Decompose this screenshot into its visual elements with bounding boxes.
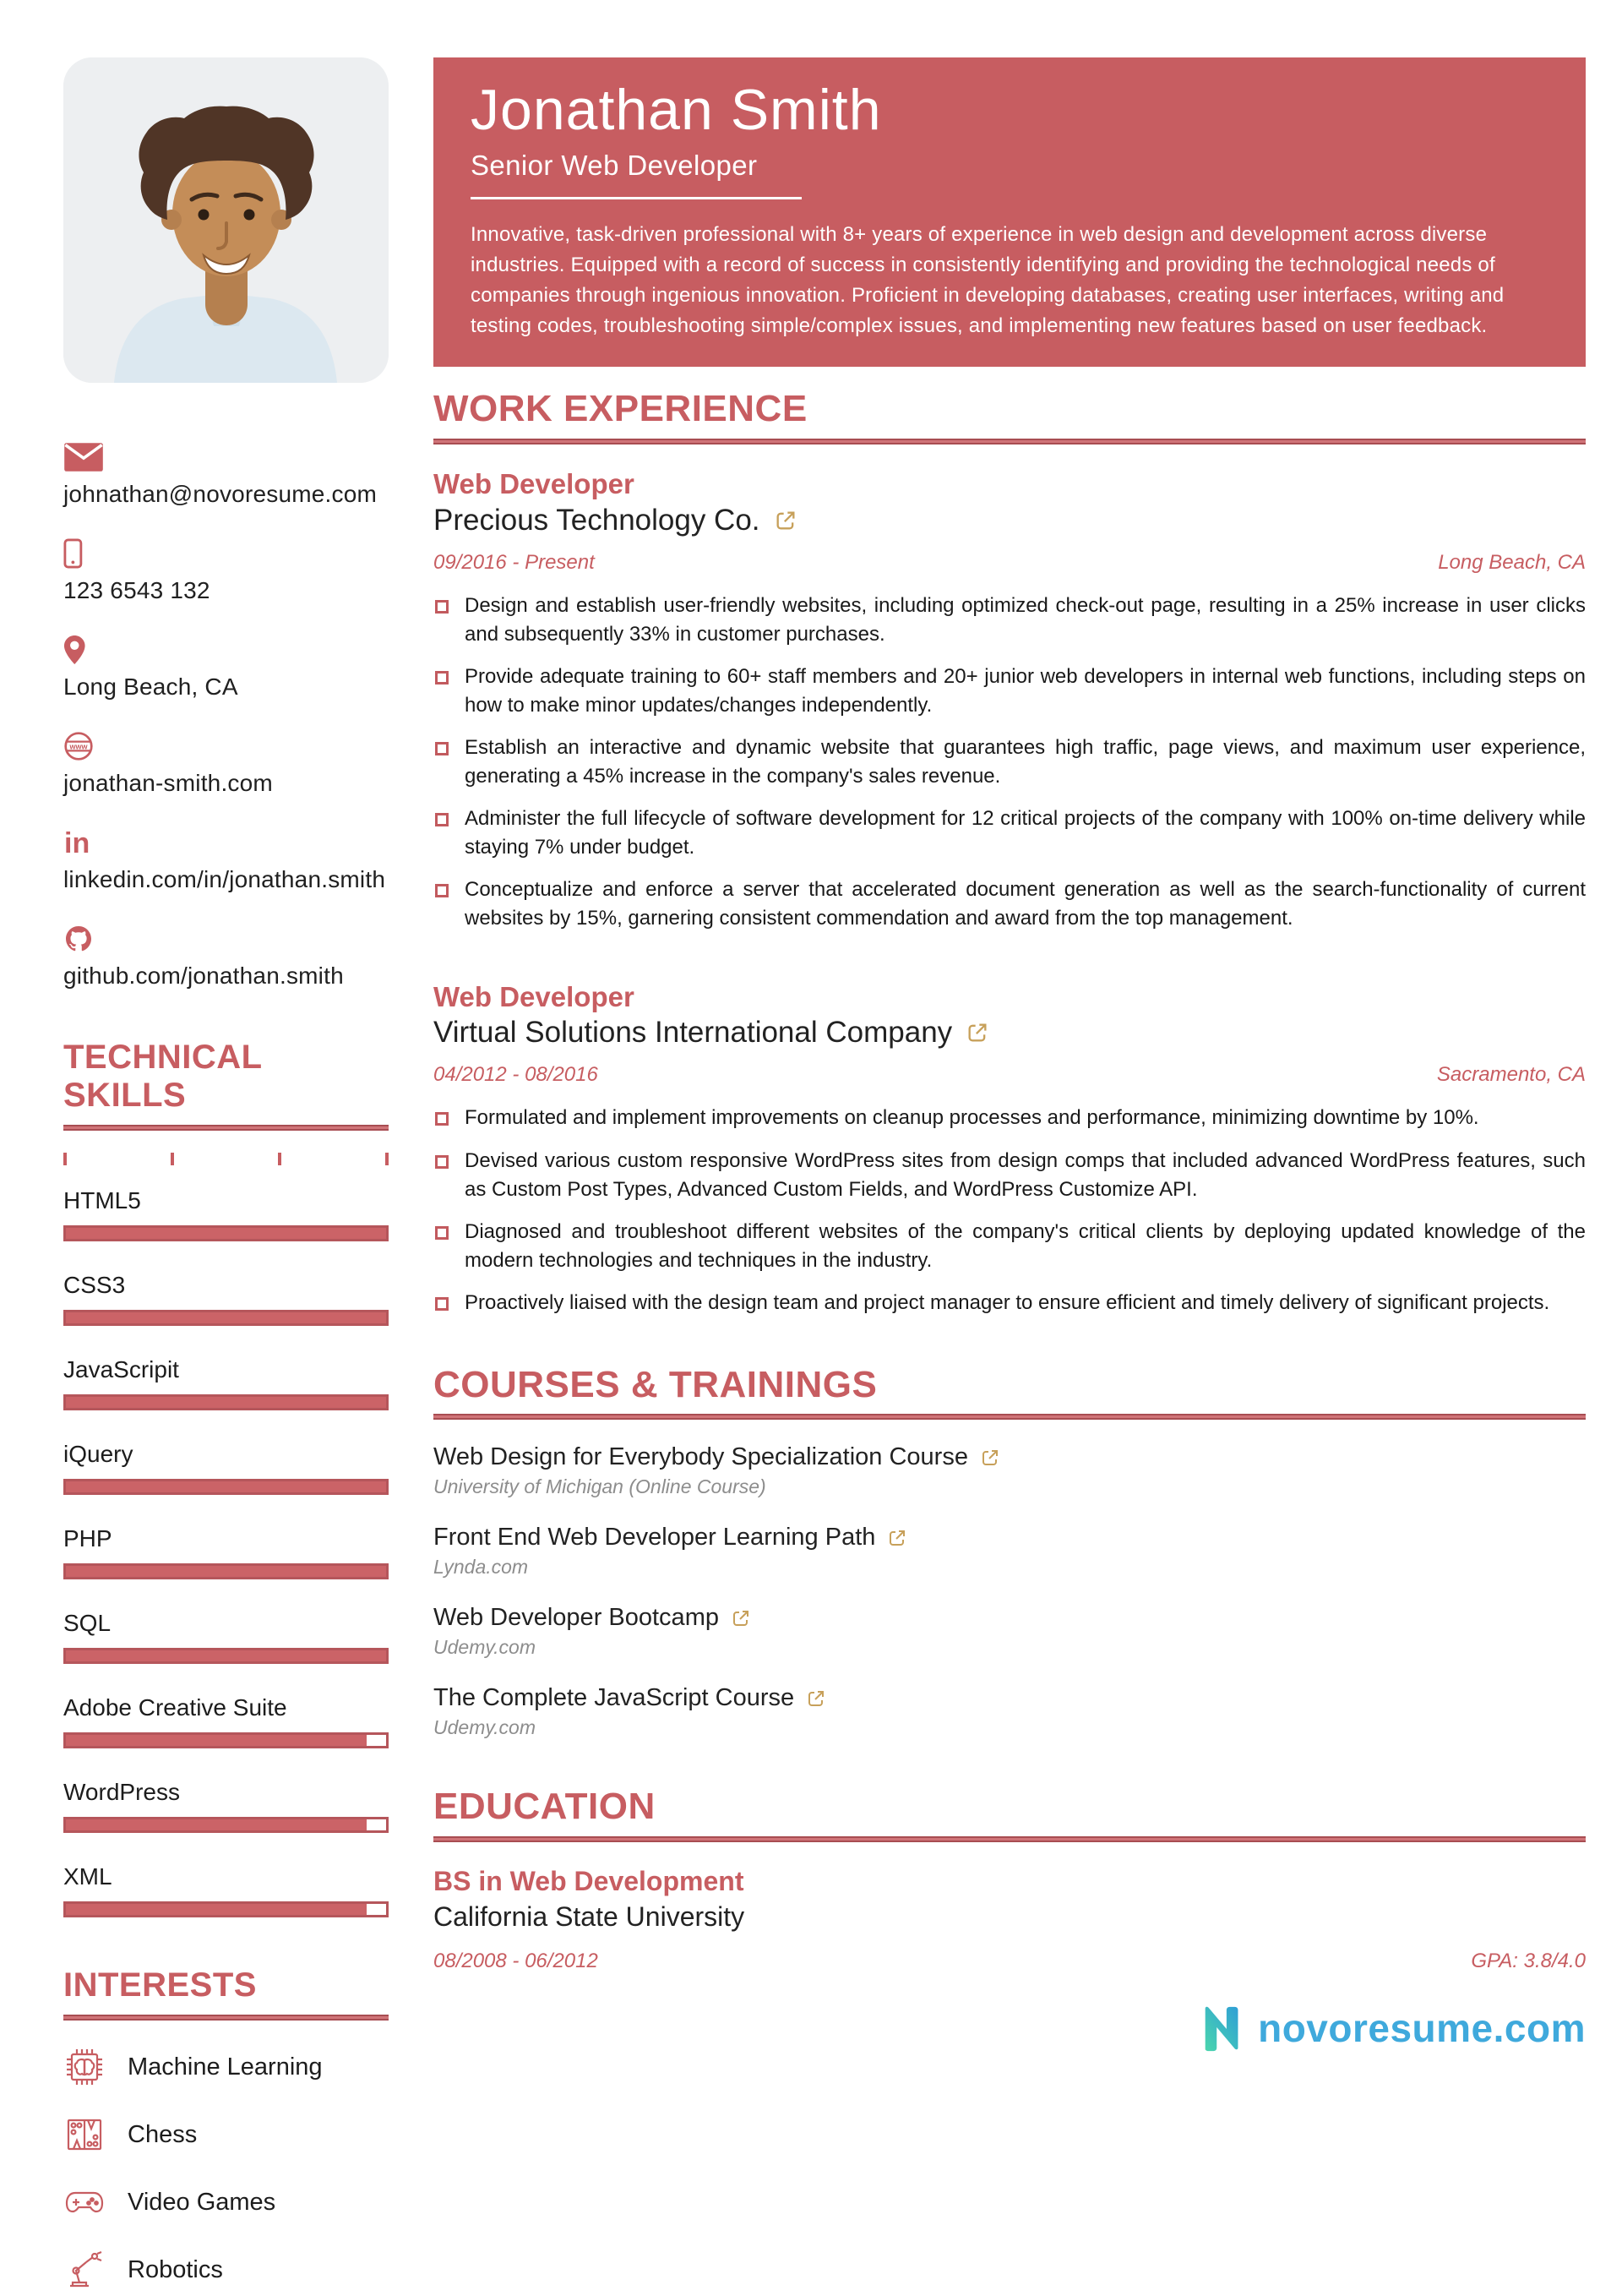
skill-bar <box>63 1563 389 1579</box>
courses-section <box>433 1365 1586 1739</box>
phone-icon <box>63 538 389 570</box>
tick-mark <box>278 1153 281 1165</box>
work-experience-title: WORK EXPERIENCE <box>433 388 808 430</box>
skill-bar <box>63 1817 389 1833</box>
work-experience-section <box>433 389 1586 1317</box>
interests-list <box>63 2046 389 2291</box>
course-item <box>433 1524 1586 1579</box>
skill-item <box>63 1441 389 1495</box>
svg-text:in: in <box>64 827 90 858</box>
job-bullets <box>433 592 1586 934</box>
skill-item <box>63 1356 389 1410</box>
work-experience-rule <box>433 439 1586 444</box>
job-bullet: Proactively liaised with the design team and project manager to ensure efficient and timely delivery of significant projects. <box>433 1289 1586 1317</box>
robotics-icon <box>63 2249 106 2291</box>
course-row <box>433 1684 1586 1712</box>
contact-github[interactable]: github.com/jonathan.smith <box>63 963 344 989</box>
education-meta <box>433 1950 1586 1973</box>
course-row <box>433 1524 1586 1552</box>
job-role: Web Developer <box>433 980 634 1012</box>
skill-item <box>63 1610 389 1664</box>
interest-item <box>63 2181 389 2223</box>
skills-heading-rule <box>63 1125 389 1131</box>
tick-mark <box>385 1153 389 1165</box>
skill-bar-fill <box>66 1397 386 1408</box>
contact-item-website <box>63 731 389 797</box>
skills-section-title: TECHNICAL SKILLS <box>63 1039 262 1114</box>
job-bullet: Provide adequate training to 60+ staff members and 20+ junior web developers in internal web functions, including steps on how to make minor updates/changes independently. <box>433 663 1586 720</box>
contact-phone: 123 6543 132 <box>63 577 210 603</box>
skill-label: Adobe Creative Suite <box>63 1694 287 1721</box>
course-row <box>433 1604 1586 1632</box>
company-row <box>433 1016 1586 1050</box>
skill-bar <box>63 1648 389 1664</box>
job-bullet: Administer the full lifecycle of software development for 12 critical projects of the company with 100% on-time delivery while staying 7% under budget. <box>433 804 1586 862</box>
course-name: Web Developer Bootcamp <box>433 1604 719 1632</box>
skill-bar <box>63 1310 389 1326</box>
interest-item <box>63 2113 389 2156</box>
external-link-icon[interactable] <box>731 1608 751 1628</box>
education-dates: 08/2008 - 06/2012 <box>433 1949 598 1972</box>
skill-bar <box>63 1394 389 1410</box>
job-bullet: Devised various custom responsive WordPress sites from design comps that included advanced WordPress features, such as Custom Post Types, Advanced Custom Fields, and WordPress Customize API. <box>433 1147 1586 1204</box>
job-dates: 04/2012 - 08/2016 <box>433 1063 598 1087</box>
skill-label: iQuery <box>63 1441 133 1467</box>
skill-bar <box>63 1225 389 1241</box>
skill-label: XML <box>63 1863 112 1890</box>
skill-item <box>63 1272 389 1326</box>
skill-item <box>63 1694 389 1748</box>
skill-bar <box>63 1732 389 1748</box>
skill-bar-fill <box>66 1312 386 1323</box>
course-row <box>433 1443 1586 1471</box>
degree-name: BS in Web Development <box>433 1865 744 1896</box>
contact-item-phone <box>63 538 389 604</box>
education-title: EDUCATION <box>433 1786 656 1828</box>
website-icon <box>63 731 389 763</box>
job-bullets <box>433 1104 1586 1317</box>
course-name: The Complete JavaScript Course <box>433 1684 795 1712</box>
contact-item-email <box>63 442 389 508</box>
skill-label: PHP <box>63 1525 112 1552</box>
profile-photo <box>63 57 389 383</box>
external-link-icon[interactable] <box>980 1448 1000 1468</box>
skill-bar <box>63 1901 389 1917</box>
skill-bar <box>63 1479 389 1495</box>
job-bullet: Conceptualize and enforce a server that accelerated document generation as well as the search-functionality of current websites by 15%, garnering consistent commendation and award from the top management. <box>433 875 1586 933</box>
video-games-icon <box>63 2181 106 2223</box>
courses-title: COURSES & TRAININGS <box>433 1363 878 1405</box>
skill-label: HTML5 <box>63 1187 141 1213</box>
interest-item <box>63 2046 389 2088</box>
interest-label: Machine Learning <box>128 2053 323 2081</box>
contact-location: Long Beach, CA <box>63 674 238 700</box>
skill-bar-fill <box>66 1735 367 1746</box>
github-icon <box>63 924 389 956</box>
main-column <box>433 57 1586 2296</box>
interest-item <box>63 2249 389 2291</box>
contact-item-github <box>63 924 389 990</box>
header-divider <box>471 197 802 199</box>
education-gpa: GPA: 3.8/4.0 <box>1471 1949 1586 1972</box>
skill-label: SQL <box>63 1610 112 1636</box>
person-title: Senior Web Developer <box>471 150 758 182</box>
job-location: Sacramento, CA <box>1436 1063 1586 1087</box>
skill-item <box>63 1525 389 1579</box>
skill-label: JavaScripit <box>63 1356 179 1383</box>
interest-label: Robotics <box>128 2255 223 2283</box>
job-location: Long Beach, CA <box>1438 550 1586 574</box>
footer-brand[interactable] <box>433 2002 1586 2054</box>
svg-text:www: www <box>69 742 88 751</box>
skill-bar-fill <box>66 1904 367 1915</box>
profile-photo-illustration <box>63 57 389 383</box>
external-link-icon[interactable] <box>806 1688 826 1709</box>
course-provider: University of Michigan (Online Course) <box>433 1475 766 1498</box>
tick-mark <box>63 1153 67 1165</box>
contact-website[interactable]: jonathan-smith.com <box>63 770 273 796</box>
course-provider: Udemy.com <box>433 1716 536 1739</box>
job-role: Web Developer <box>433 467 634 499</box>
job-entry <box>433 981 1586 1317</box>
job-meta <box>433 551 1586 575</box>
course-item <box>433 1604 1586 1659</box>
education-rule <box>433 1836 1586 1842</box>
course-name: Web Design for Everybody Specialization Course <box>433 1443 968 1471</box>
job-entry <box>433 468 1586 934</box>
job-bullet: Formulated and implement improvements on cleanup processes and performance, minimizing downtime by 10%. <box>433 1104 1586 1132</box>
external-link-icon[interactable] <box>887 1528 907 1548</box>
courses-rule <box>433 1414 1586 1420</box>
course-provider: Udemy.com <box>433 1636 536 1659</box>
skill-scale-ticks <box>63 1153 389 1165</box>
company-name: Precious Technology Co. <box>433 503 760 537</box>
skill-item <box>63 1779 389 1833</box>
contact-item-linkedin <box>63 827 389 893</box>
location-icon <box>63 635 389 667</box>
education-section <box>433 1786 1586 1972</box>
skill-label: CSS3 <box>63 1272 126 1298</box>
school-name: California State University <box>433 1901 745 1932</box>
job-bullet: Establish an interactive and dynamic website that guarantees high traffic, page views, and maximum user experience, generating a 45% increase in the company's sales revenue. <box>433 734 1586 791</box>
skill-bar-fill <box>66 1819 367 1830</box>
contact-linkedin[interactable]: linkedin.com/in/jonathan.smith <box>63 866 386 892</box>
company-row <box>433 504 1586 537</box>
machine-learning-icon <box>63 2046 106 2088</box>
interests-heading-rule <box>63 2015 389 2021</box>
linkedin-icon <box>63 827 389 859</box>
interest-label: Chess <box>128 2120 198 2148</box>
interest-label: Video Games <box>128 2188 276 2216</box>
job-bullet: Design and establish user-friendly websites, including optimized check-out page, resulting in a 25% increase in user clicks and subsequently 33% in customer purchases. <box>433 592 1586 649</box>
novoresume-logo-text: novoresume.com <box>1258 2005 1586 2050</box>
person-name: Jonathan Smith <box>471 78 882 142</box>
profile-summary: Innovative, task-driven professional with 8+ years of experience in web design and development across diverse industries. Equipped with a record of success in consistently identifying and providing the technological needs of companies through ingenious innovation. Proficient in developing databases, creating user interfaces, writing and testing codes, troubleshooting simple/complex issues, and implementing new features based on user feedback. <box>471 223 1505 338</box>
chess-icon <box>63 2113 106 2156</box>
course-item <box>433 1443 1586 1498</box>
skill-item <box>63 1187 389 1241</box>
company-name: Virtual Solutions International Company <box>433 1016 953 1050</box>
job-bullet: Diagnosed and troubleshoot different websites of the company's critical clients by deploying updated knowledge of the modern technologies and techniques in the industry. <box>433 1218 1586 1275</box>
course-provider: Lynda.com <box>433 1556 529 1579</box>
contact-email[interactable]: johnathan@novoresume.com <box>63 481 377 507</box>
sidebar <box>63 57 389 2296</box>
novoresume-logo-icon <box>1197 2002 1249 2054</box>
skill-bar-fill <box>66 1481 386 1492</box>
course-item <box>433 1684 1586 1739</box>
skill-label: WordPress <box>63 1779 180 1805</box>
external-link-icon[interactable] <box>966 1021 989 1044</box>
skill-item <box>63 1863 389 1917</box>
job-meta <box>433 1063 1586 1087</box>
external-link-icon[interactable] <box>774 509 797 532</box>
skill-bar-fill <box>66 1650 386 1661</box>
skill-bar-fill <box>66 1228 386 1239</box>
skill-bar-fill <box>66 1566 386 1577</box>
email-icon <box>63 442 389 474</box>
course-name: Front End Web Developer Learning Path <box>433 1524 876 1552</box>
interests-section-title: INTERESTS <box>63 1966 257 2004</box>
tick-mark <box>171 1153 174 1165</box>
contact-list <box>63 442 389 990</box>
header-banner <box>433 57 1586 367</box>
contact-item-location <box>63 635 389 701</box>
job-dates: 09/2016 - Present <box>433 550 595 574</box>
